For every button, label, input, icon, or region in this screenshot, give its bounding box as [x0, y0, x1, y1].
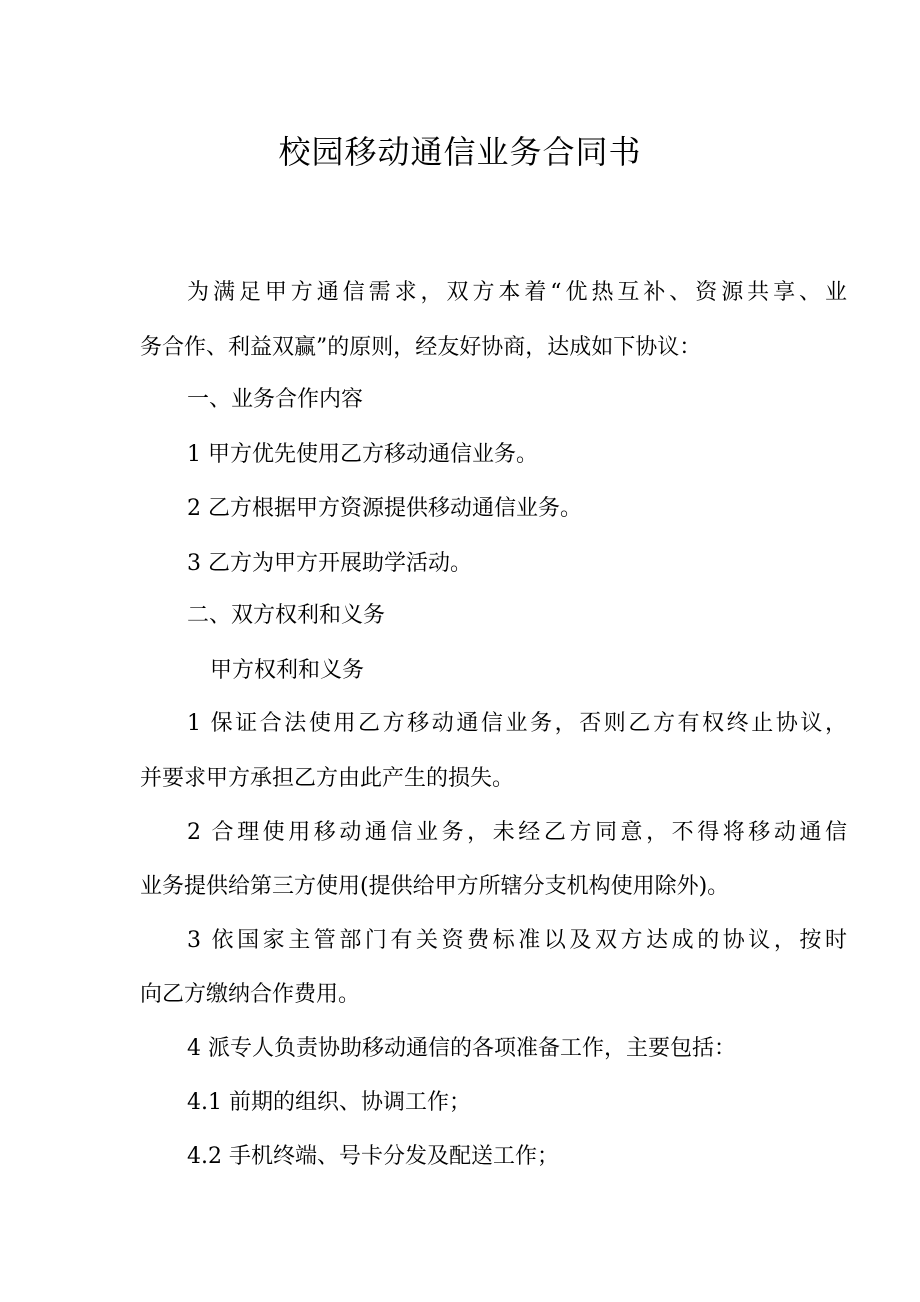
clause-1-line-1: 1 保证合法使用乙方移动通信业务，否则乙方有权终止协议，	[187, 711, 847, 736]
clause-2-line-1: 2 合理使用移动通信业务，未经乙方同意，不得将移动通信	[187, 820, 847, 845]
paragraph-intro-line-1: 为满足甲方通信需求，双方本着“优热互补、资源共享、业	[187, 280, 847, 305]
clause-4-2: 4.2 手机终端、号卡分发及配送工作；	[187, 1144, 559, 1169]
clause-2-line-2: 业务提供给第三方使用(提供给甲方所辖分支机构使用除外)。	[140, 874, 730, 899]
clause-1-line-2: 并要求甲方承担乙方由此产生的损失。	[140, 766, 515, 791]
paragraph-intro-line-2: 务合作、利益双赢”的原则，经友好协商，达成如下协议：	[140, 335, 702, 360]
clause-3-line-2: 向乙方缴纳合作费用。	[140, 982, 361, 1007]
list-item-1-2: 2 乙方根据甲方资源提供移动通信业务。	[187, 496, 582, 521]
clause-4-line-1: 4 派专人负责协助移动通信的各项准备工作，主要包括：	[187, 1036, 736, 1061]
list-item-1-1: 1 甲方优先使用乙方移动通信业务。	[187, 442, 538, 467]
clause-3-line-1: 3 依国家主管部门有关资费标准以及双方达成的协议，按时	[187, 928, 847, 953]
clause-4-1: 4.1 前期的组织、协调工作；	[187, 1090, 471, 1115]
section-heading-2: 二、双方权利和义务	[187, 603, 386, 628]
list-item-1-3: 3 乙方为甲方开展助学活动。	[187, 551, 472, 576]
section-heading-1: 一、业务合作内容	[187, 387, 364, 412]
document-title: 校园移动通信业务合同书	[278, 133, 642, 171]
subsection-heading-party-a: 甲方权利和义务	[210, 658, 365, 683]
